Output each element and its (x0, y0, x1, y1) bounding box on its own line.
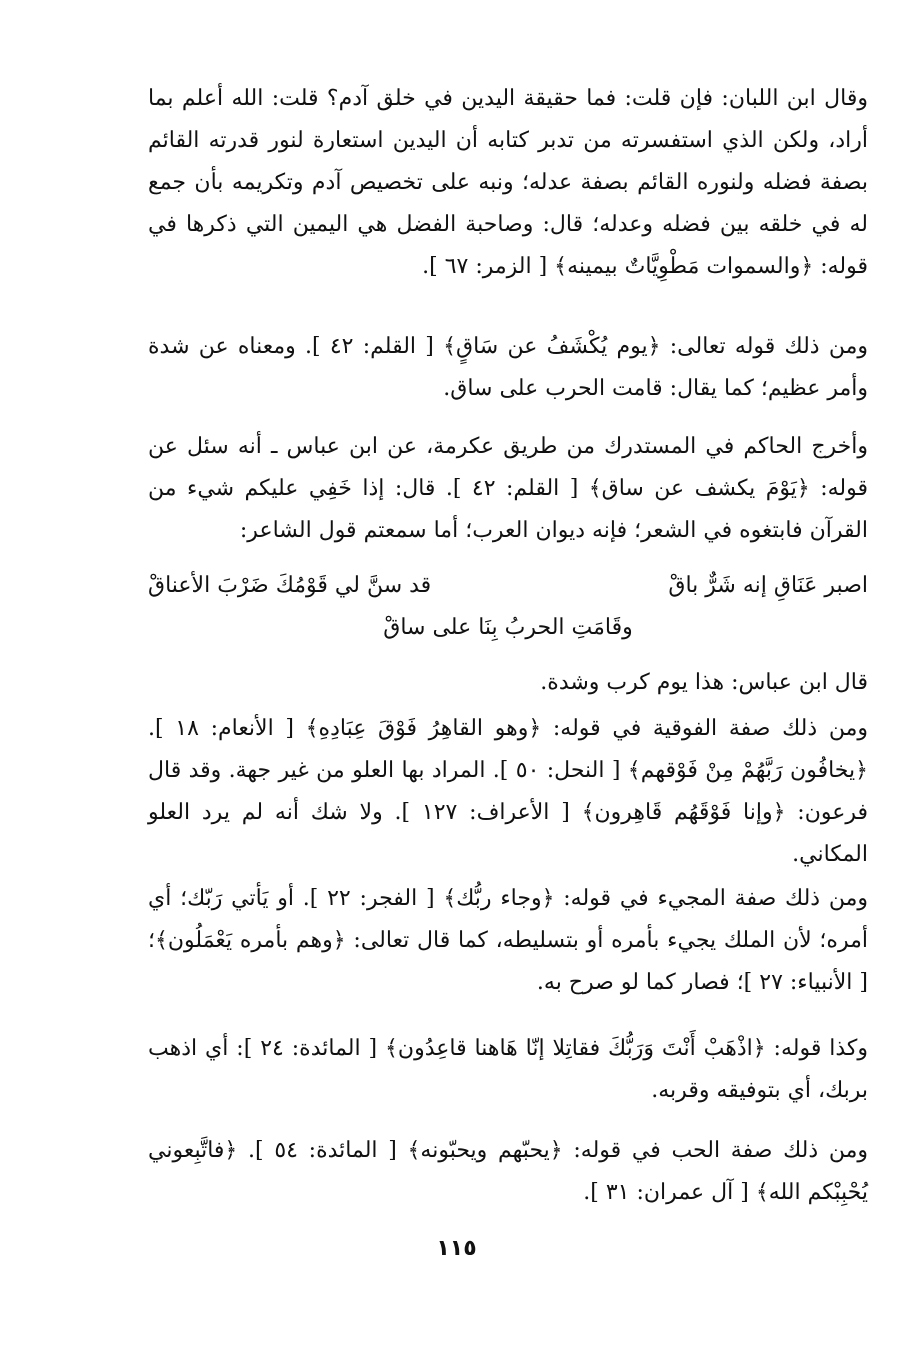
verse-second-line: وقَامَتِ الحربُ بِنَا على ساقْ (383, 615, 633, 640)
page-number: ١١٥ (436, 1236, 477, 1261)
paragraph-ibn-abbas: قال ابن عباس: هذا يوم كرب وشدة. (540, 670, 868, 695)
paragraph-hakim-narration: وأخرج الحاكم في المستدرك من طريق عكرمة، عن ابن عباس ـ أنه سئل عن قوله: ﴿يَوْمَ يكشف عن ساق﴾ [ القلم: ٤٢ ]. قال: إذا خَفِي عليكم شيء من القرآن فابتغوه في الشعر؛ فإنه ديوان العرب؛ أما سمعتم قول الشاعر: (148, 434, 868, 543)
verse-first-half: اصبر عَنَاقِ إنه شَرٌّ باقْ (668, 573, 868, 598)
paragraph-idhhab: وكذا قوله: ﴿اذْهَبْ أَنْتَ وَرَبُّكَ فقاتِلا إنّا هَاهنا قاعِدُون﴾ [ المائدة: ٢٤ ]: أي اذهب بربك، أي بتوفيقه وقربه. (148, 1036, 869, 1103)
verse-second-half: قد سنَّ لي قَوْمُكَ ضَرْبَ الأعناقْ (148, 573, 432, 598)
paragraph-fawqiyya: ومن ذلك صفة الفوقية في قوله: ﴿وهو القاهِرُ فَوْقَ عِبَادِهِ﴾ [ الأنعام: ١٨ ]. ﴿يخافُون رَبَّهُمْ مِنْ فَوْقهم﴾ [ النحل: ٥٠ ]. المراد بها العلو من غير جهة. وقد قال فرعون: ﴿وإنا فَوْقَهُم قَاهِرون﴾ [ الأعراف: ١٢٧ ]. ولا شك أنه لم يرد العلو المكاني. (148, 716, 869, 867)
paragraph-maji: ومن ذلك صفة المجيء في قوله: ﴿وجاء ربُّك﴾ [ الفجر: ٢٢ ]. أو يَأتي رَبّك؛ أي أمره؛ لأن الملك يجيء بأمره أو بتسليطه، كما قال تعالى: ﴿وهم بأمره يَعْمَلُون﴾؛ [ الأنبياء: ٢٧ ]؛ فصار كما لو صرح به. (148, 886, 868, 995)
paragraph-saq: ومن ذلك قوله تعالى: ﴿يوم يُكْشَفُ عن سَاقٍ﴾ [ القلم: ٤٢ ]. ومعناه عن شدة وأمر عظيم؛ كما يقال: قامت الحرب على ساق. (148, 334, 868, 401)
paragraph-hubb: ومن ذلك صفة الحب في قوله: ﴿يحبّهم ويحبّونه﴾ [ المائدة: ٥٤ ]. ﴿فاتَّبِعوني يُحْبِبْكم الله﴾ [ آل عمران: ٣١ ]. (148, 1138, 869, 1205)
poetry-verse (148, 566, 868, 656)
paragraph-hands-of-adam: وقال ابن اللبان: فإن قلت: فما حقيقة اليدين في خلق آدم؟ قلت: الله أعلم بما أراد، ولكن الذي استفسرته من تدبر كتابه أن اليدين استعارة لنور قدرته القائم بصفة فضله ولنوره القائم بصفة عدله؛ ونبه على تخصيص آدم وتكريمه بأن جمع له في خلقه بين فضله وعدله؛ قال: وصاحبة الفضل هي اليمين التي ذكرها في قوله: ﴿والسموات مَطْوِيَّاتٌ بيمينه﴾ [ الزمر: ٦٧ ]. (148, 86, 868, 279)
